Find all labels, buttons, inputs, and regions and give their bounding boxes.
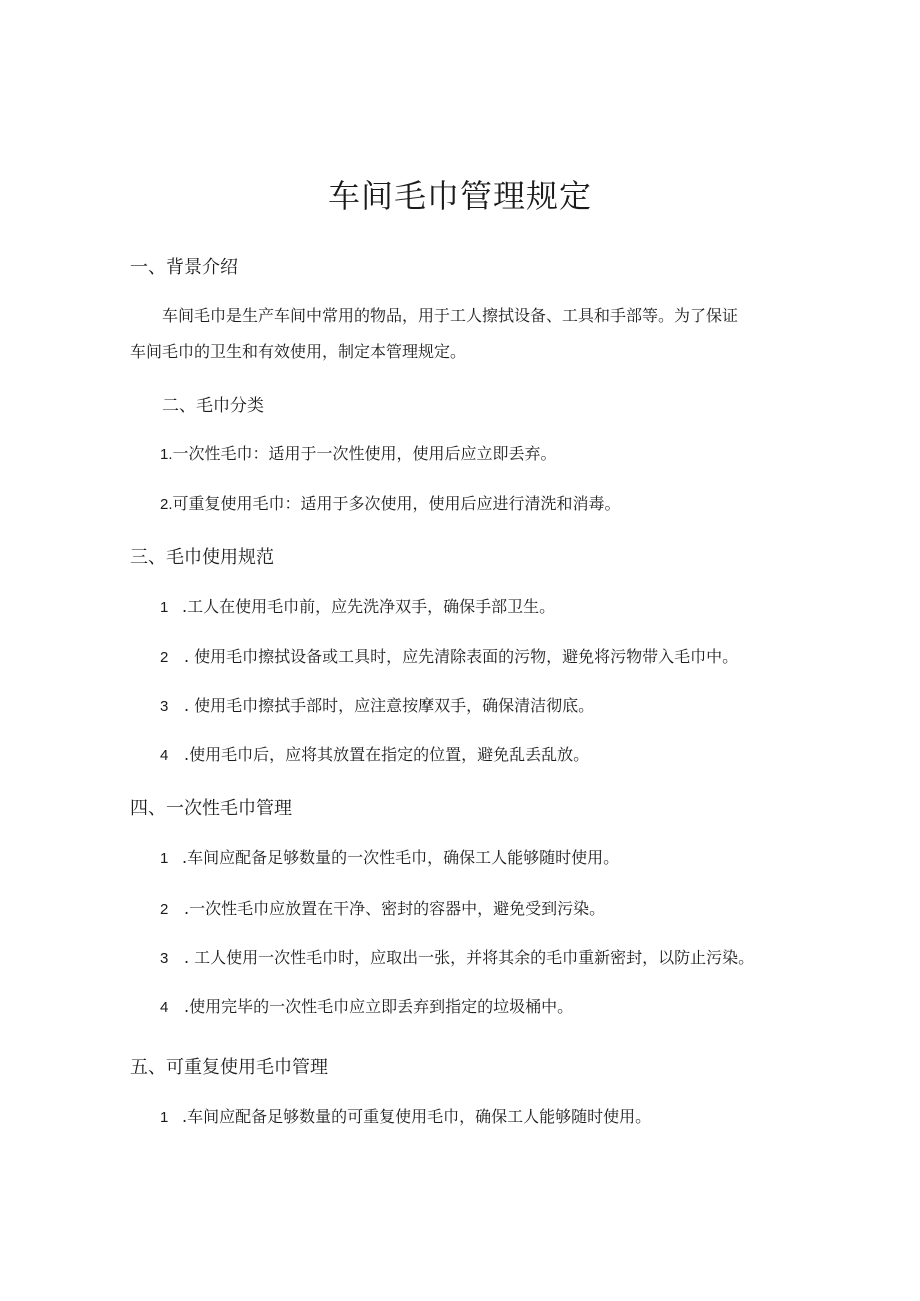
list-item <box>160 442 557 467</box>
list-item-number: 4 <box>160 999 169 1016</box>
list-item <box>160 995 573 1020</box>
background-paragraph-line-1: 车间毛巾是生产车间中常用的物品，用于工人擦拭设备、工具和手部等。为了保证 <box>162 306 739 325</box>
list-item-text: .一次性毛巾应放置在干净、密封的容器中，避免受到污染。 <box>184 899 606 918</box>
section-heading-classification: 二、毛巾分类 <box>162 396 264 416</box>
list-item <box>160 595 555 620</box>
list-item-number: 2 <box>160 901 169 918</box>
list-item-text: .使用完毕的一次性毛巾应立即丢弃到指定的垃圾桶中。 <box>184 997 574 1016</box>
list-item-text: 可重复使用毛巾：适用于多次使用，使用后应进行清洗和消毒。 <box>172 494 621 513</box>
list-item-text: . 使用毛巾擦拭设备或工具时，应先清除表面的污物，避免将污物带入毛巾中。 <box>184 647 739 666</box>
list-item-text: .使用毛巾后，应将其放置在指定的位置，避免乱丢乱放。 <box>184 745 590 764</box>
list-item-number: 3 <box>160 950 169 967</box>
list-item-number: 4 <box>160 747 169 764</box>
list-item-text: .车间应配备足够数量的一次性毛巾，确保工人能够随时使用。 <box>182 848 620 867</box>
list-item <box>160 694 594 719</box>
list-item <box>160 492 621 517</box>
list-item <box>160 645 738 670</box>
list-item-number: 1 <box>160 850 169 867</box>
list-item-text: . 使用毛巾擦拭手部时，应注意按摩双手，确保清洁彻底。 <box>184 696 595 715</box>
list-item-number: 1 <box>160 1109 169 1126</box>
list-item-text: .车间应配备足够数量的可重复使用毛巾，确保工人能够随时使用。 <box>182 1107 652 1126</box>
list-item-number: 2 <box>160 649 169 666</box>
list-item-number: 1 <box>160 599 169 616</box>
section-heading-usage-rules: 三、毛巾使用规范 <box>130 547 274 568</box>
list-item-text: .工人在使用毛巾前，应先洗净双手，确保手部卫生。 <box>182 597 556 616</box>
document-title: 车间毛巾管理规定 <box>327 177 592 215</box>
list-item-text: 一次性毛巾：适用于一次性使用，使用后应立即丢弃。 <box>172 444 557 463</box>
background-paragraph-line-2: 车间毛巾的卫生和有效使用，制定本管理规定。 <box>130 342 467 361</box>
list-item <box>160 946 754 971</box>
list-item-number: 1. <box>160 446 173 463</box>
list-item-number: 2. <box>160 496 173 513</box>
list-item <box>160 1105 651 1130</box>
list-item-text: . 工人使用一次性毛巾时，应取出一张，并将其余的毛巾重新密封，以防止污染。 <box>184 948 755 967</box>
list-item <box>160 743 589 768</box>
list-item-number: 3 <box>160 698 169 715</box>
section-heading-reusable-management: 五、可重复使用毛巾管理 <box>130 1057 328 1078</box>
section-heading-background: 一、背景介绍 <box>130 257 238 278</box>
list-item <box>160 897 605 922</box>
list-item <box>160 846 619 871</box>
section-heading-disposable-management: 四、一次性毛巾管理 <box>130 798 292 819</box>
